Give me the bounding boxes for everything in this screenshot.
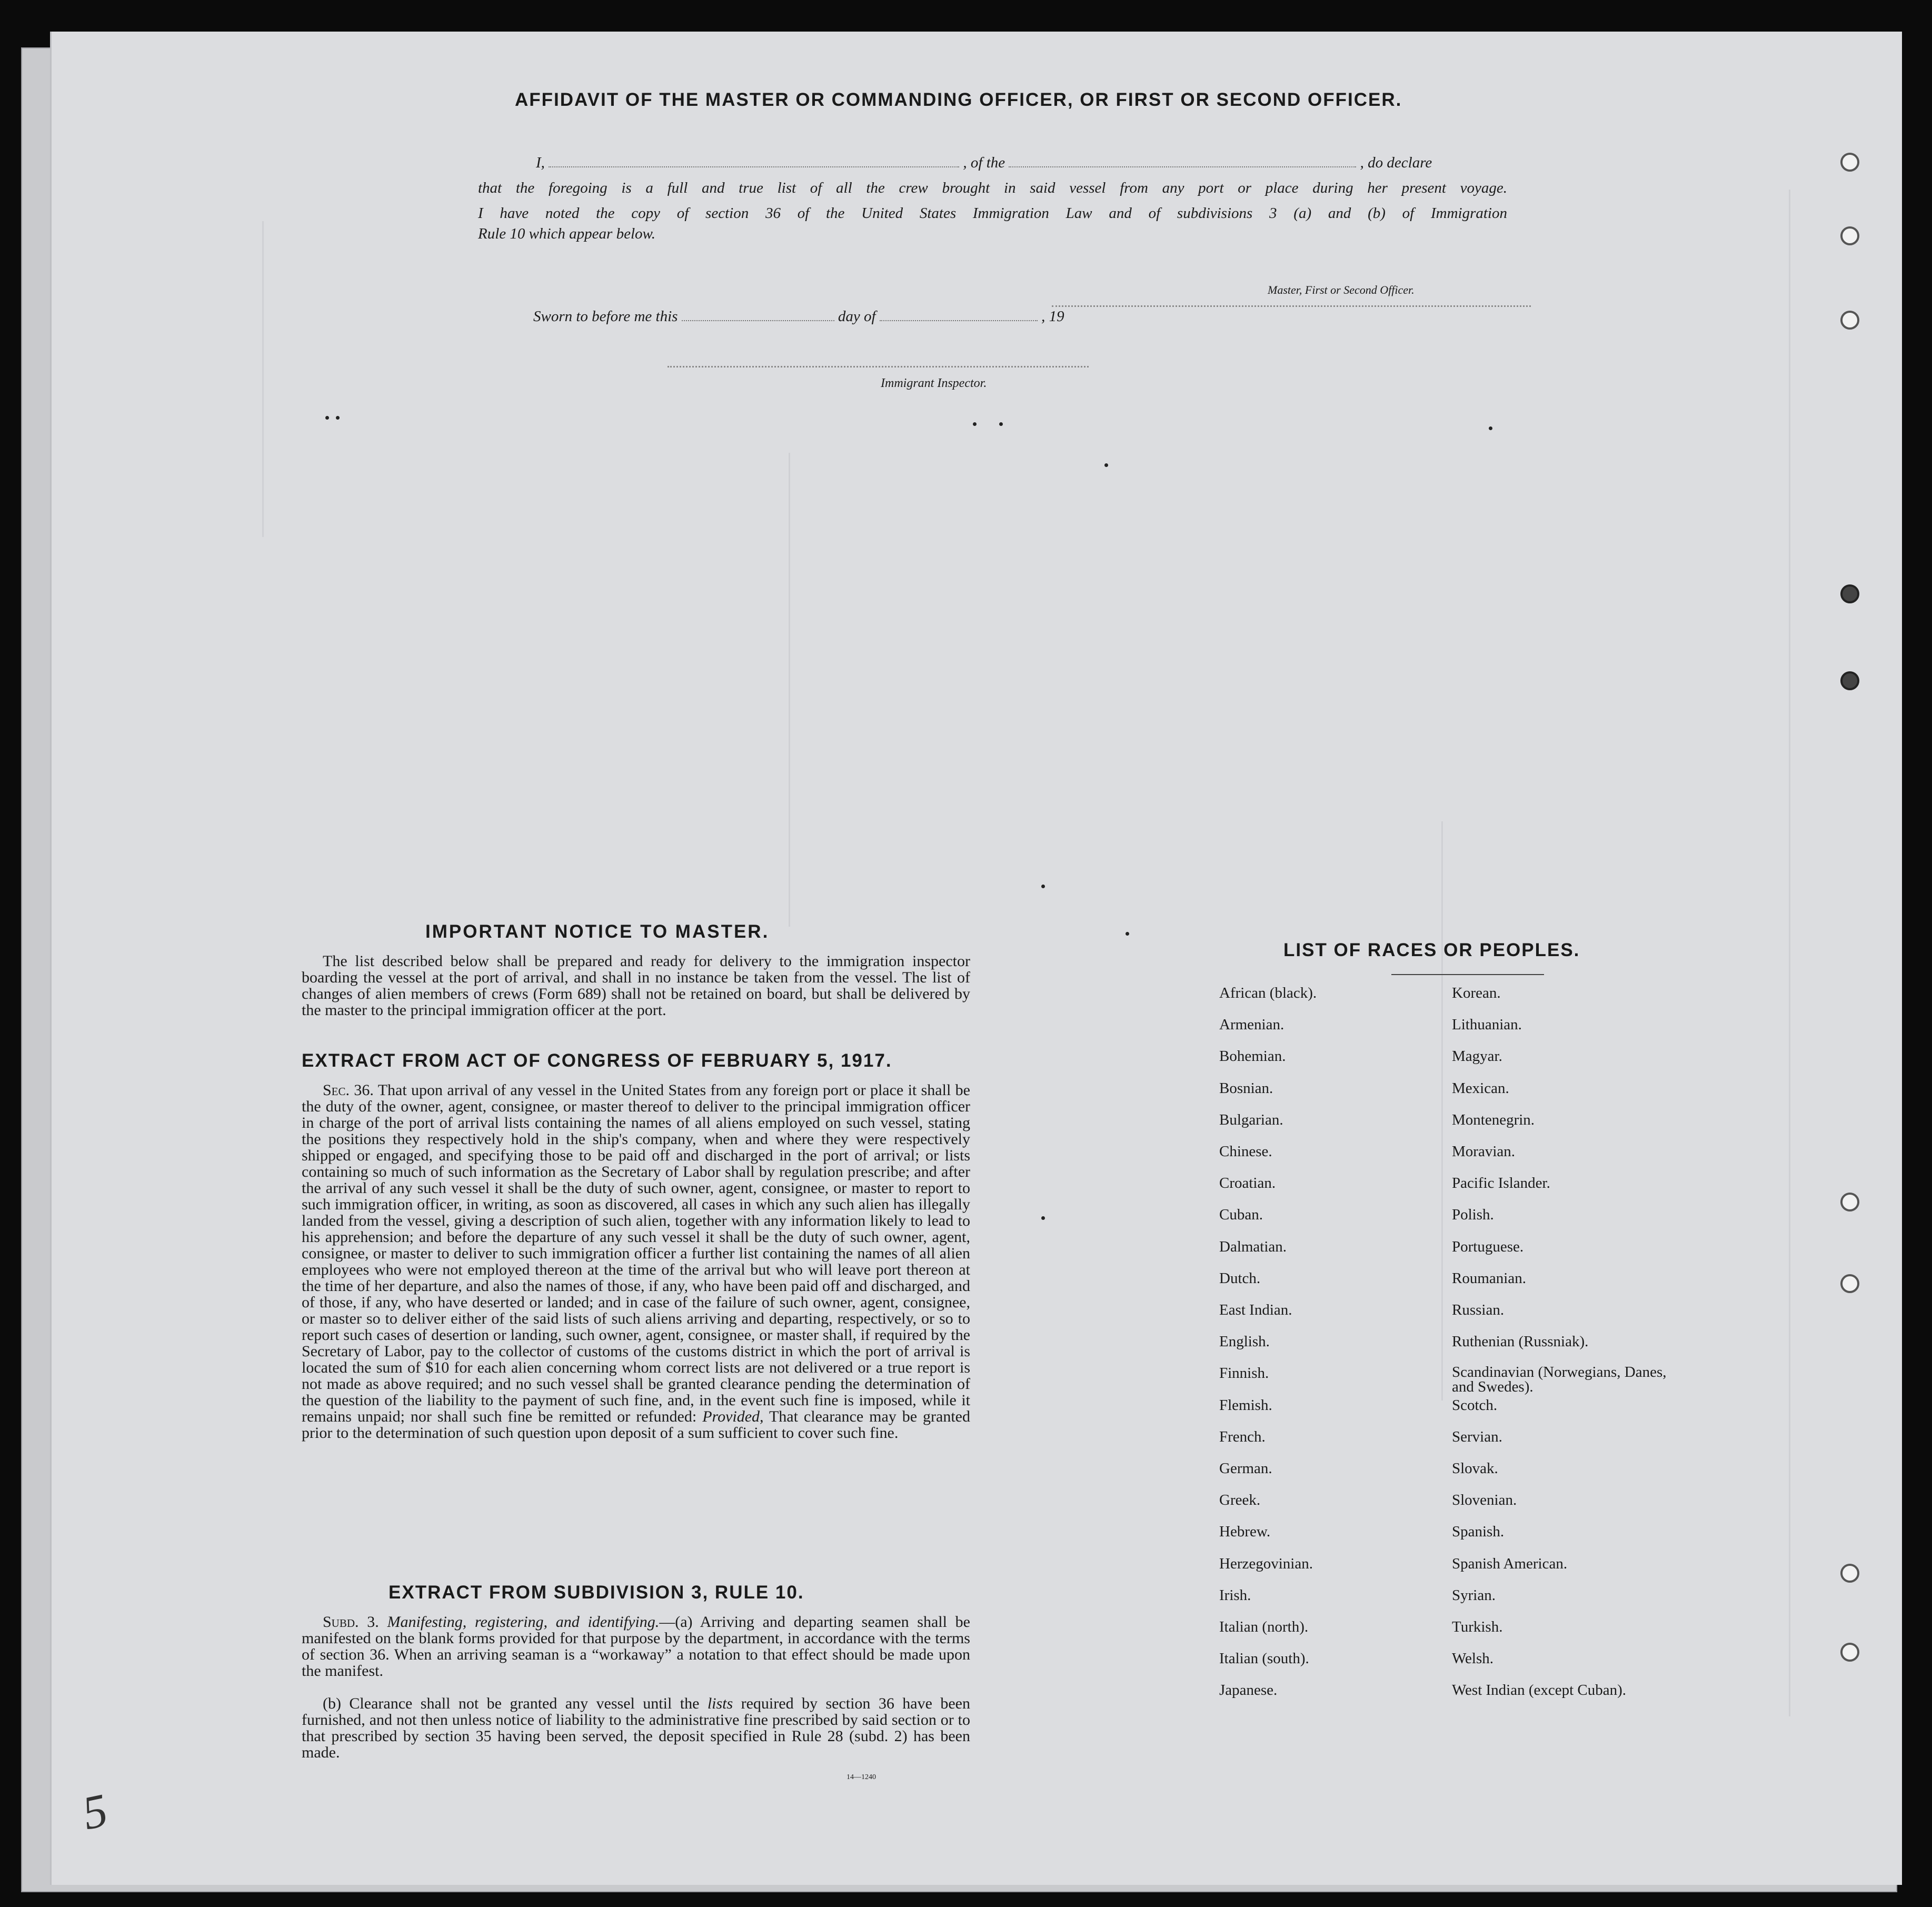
binder-hole <box>1840 1274 1859 1293</box>
speck <box>1104 463 1108 467</box>
master-signature-caption: Master, First or Second Officer. <box>1268 283 1415 296</box>
race-item: French. <box>1219 1428 1266 1445</box>
act-section-label: Sec. 36. <box>323 1081 374 1099</box>
race-item: Hebrew. <box>1219 1523 1271 1541</box>
race-item: Dutch. <box>1219 1269 1261 1287</box>
rule-para-a <box>302 1614 970 1679</box>
officer-name-field[interactable] <box>549 166 959 167</box>
rule-heading: EXTRACT FROM SUBDIVISION 3, RULE 10. <box>389 1582 804 1603</box>
rule-subd-label: Subd. 3. <box>323 1613 379 1631</box>
race-item: Korean. <box>1452 985 1501 1001</box>
races-heading-rule <box>1391 974 1544 975</box>
race-item: Magyar. <box>1452 1048 1502 1065</box>
race-item: Scandinavian (Norwegians, Danes, and Swedes). <box>1452 1364 1667 1396</box>
race-item: Armenian. <box>1219 1016 1284 1034</box>
master-signature-line[interactable] <box>1052 305 1531 307</box>
race-item: Spanish. <box>1452 1523 1505 1541</box>
race-item: Croatian. <box>1219 1175 1276 1192</box>
act-provided: Provided, <box>702 1408 764 1425</box>
speck <box>1489 426 1492 430</box>
binder-hole <box>1840 311 1859 330</box>
race-item: Russian. <box>1452 1302 1505 1318</box>
race-item: Scotch. <box>1452 1396 1498 1414</box>
race-item: Spanish American. <box>1452 1555 1568 1572</box>
sworn-month-field[interactable] <box>880 320 1038 321</box>
speck <box>325 416 329 420</box>
speck <box>973 422 977 426</box>
race-item: Slovak. <box>1452 1460 1498 1477</box>
race-item: Bohemian. <box>1219 1048 1286 1065</box>
speck <box>1041 885 1045 888</box>
speck <box>1126 932 1129 936</box>
affidavit-i: I, <box>536 154 545 171</box>
notice-body: The list described below shall be prepared and ready for delivery to the immigration inspector boarding the vessel at the port of arrival, and shall in no instance be taken from the vessel. The list of changes of alien members of crews (Form 689) shall not be retained on board, but shall be delivered by the master to the principal immigration officer at the port. <box>302 952 970 1019</box>
race-item: Ruthenian (Russniak). <box>1452 1333 1589 1350</box>
bleed-through-rule <box>262 221 264 537</box>
race-item: Moravian. <box>1452 1143 1515 1160</box>
race-item: Lithuanian. <box>1452 1016 1522 1034</box>
affidavit-line-1 <box>536 154 1432 172</box>
race-item: Chinese. <box>1219 1143 1272 1160</box>
race-item: Syrian. <box>1452 1586 1496 1604</box>
races-heading: LIST OF RACES OR PEOPLES. <box>1283 940 1580 960</box>
binder-hole <box>1840 153 1859 172</box>
race-item: Finnish. <box>1219 1365 1269 1382</box>
race-item: Polish. <box>1452 1206 1494 1224</box>
binder-hole <box>1840 584 1859 603</box>
binder-hole <box>1840 1643 1859 1662</box>
race-item: Bulgarian. <box>1219 1111 1283 1128</box>
binder-hole <box>1840 226 1859 245</box>
race-item: Slovenian. <box>1452 1492 1517 1509</box>
race-item: West Indian (except Cuban). <box>1452 1682 1627 1699</box>
vessel-name-field[interactable] <box>1009 166 1356 167</box>
race-item: African (black). <box>1219 985 1317 1001</box>
affidavit-declare: , do declare <box>1360 154 1432 171</box>
race-item: Welsh. <box>1452 1650 1494 1667</box>
sworn-text: Sworn to before me this <box>533 308 678 325</box>
binder-hole <box>1840 671 1859 690</box>
race-item: Italian (south). <box>1219 1650 1309 1667</box>
rule-para-b <box>302 1695 970 1761</box>
rule-subd-title: Manifesting, registering, and identifying. <box>387 1613 660 1631</box>
act-body <box>302 1082 970 1441</box>
race-item: Servian. <box>1452 1428 1502 1445</box>
race-item: East Indian. <box>1219 1302 1292 1318</box>
affidavit-line-4: Rule 10 which appear below. <box>478 225 655 242</box>
race-item: Roumanian. <box>1452 1269 1526 1287</box>
bleed-through-rule <box>789 453 790 927</box>
act-body-text: That upon arrival of any vessel in the United States from any foreign port or place it shall be the duty of the owner, agent, consignee, or master thereof to deliver to the principal immigration officer in charge of the port of arrival lists containing the names of all aliens employed on such vessel, stating the positions they respectively hold in the ship's company, when and where they were respectively shipped or engaged, and specifying those to be paid off and discharged in the port of arrival; or lists containing so much of such information as the Secretary of Labor shall by regulation prescribe; and after the arrival of any such vessel it shall be the duty of such owner, agent, consignee, or master to report to such immigration officer, in writing, as soon as discovered, all cases in which any such alien has illegally landed from the vessel, giving a description of such alien, together with any information likely to lead to his apprehension; and before the departure of any such vessel it shall be the duty of such owner, agent, consignee, or master to deliver to such immigration officer a further list containing the names of all alien employees who were not employed thereon at the time of the arrival but who will leave port thereon at the time of her departure, and also the names of those, if any, who have been paid off and discharged, and of those, if any, who have deserted or landed; and in case of the failure of such owner, agent, consignee, or master so to deliver either of the said lists of such aliens arriving and departing, respectively, or so to report such cases of desertion or landing, such owner, agent, consignee, or master shall, if required by the Secretary of Labor, pay to the collector of customs of the customs district in which the port of arrival is located the sum of $10 for each alien concerning whom correct lists are not delivered or a true report is not made as above required; and no such vessel shall be granted clearance pending the determination of the question of the liability to the payment of such fine, and, in the event such fine is imposed, while it remains unpaid; nor shall such fine be remitted or refunded: <box>302 1081 970 1425</box>
year-text: , 19 <box>1041 308 1064 325</box>
rule-para-b-lists: lists <box>707 1695 733 1712</box>
race-item: Herzegovinian. <box>1219 1555 1313 1572</box>
bleed-through-rule <box>1441 821 1443 1401</box>
race-item: Turkish. <box>1452 1618 1503 1635</box>
race-item: Bosnian. <box>1219 1079 1273 1097</box>
margin-mark: 5 <box>78 1784 112 1840</box>
affidavit-of: , of the <box>963 154 1005 171</box>
rule-para-b-end: required by section 36 have been furnished, and not then unless notice of liability to the administrative fine prescribed by said section or to that prescribed by section 35 having been served, the deposit specified in Rule 28 (subd. 2) has been made. <box>302 1695 970 1761</box>
day-of-text: day of <box>838 308 876 325</box>
inspector-caption: Immigrant Inspector. <box>881 376 987 390</box>
affidavit-line-3: I have noted the copy of section 36 of the United States Immigration Law and of subdivisions 3 (a) and (b) of Immigration <box>478 205 1507 222</box>
race-item: Greek. <box>1219 1492 1261 1509</box>
bleed-through-rule <box>1789 190 1790 1716</box>
rule-para-a-text: —(a) Arriving and departing seamen shall be manifested on the blank forms provided for that purpose by the department, in accordance with the terms of section 36. When an arriving seaman is a “workaway” a notation to that effect should be made upon the manifest. <box>302 1613 970 1680</box>
race-item: Italian (north). <box>1219 1618 1309 1635</box>
sworn-line <box>533 308 1064 325</box>
speck <box>336 416 340 420</box>
affidavit-line-2: that the foregoing is a full and true list of all the crew brought in said vessel from any port or place during her present voyage. <box>478 180 1507 196</box>
race-item: Dalmatian. <box>1219 1238 1287 1255</box>
speck <box>1041 1216 1045 1220</box>
race-item: Japanese. <box>1219 1682 1278 1699</box>
document-page <box>50 32 1902 1885</box>
race-item: English. <box>1219 1333 1270 1350</box>
race-item: Flemish. <box>1219 1396 1272 1414</box>
binder-hole <box>1840 1564 1859 1583</box>
race-item: German. <box>1219 1460 1272 1477</box>
notice-heading: IMPORTANT NOTICE TO MASTER. <box>425 921 770 942</box>
form-number: 14—1240 <box>847 1773 876 1781</box>
race-item: Irish. <box>1219 1586 1251 1604</box>
act-heading: EXTRACT FROM ACT OF CONGRESS OF FEBRUARY 5, 1917. <box>302 1050 892 1071</box>
sworn-day-field[interactable] <box>682 320 834 321</box>
race-item: Mexican. <box>1452 1079 1509 1097</box>
race-item: Cuban. <box>1219 1206 1263 1224</box>
rule-para-b-start: (b) Clearance shall not be granted any vessel until the <box>323 1695 700 1712</box>
speck <box>999 422 1003 426</box>
race-item: Pacific Islander. <box>1452 1175 1550 1192</box>
inspector-signature-line[interactable] <box>668 366 1089 368</box>
binder-hole <box>1840 1193 1859 1211</box>
race-item: Portuguese. <box>1452 1238 1524 1255</box>
act-body-end: That clearance may be granted prior to the determination of such question upon deposit of a sum sufficient to cover such fine. <box>302 1408 970 1442</box>
affidavit-title: AFFIDAVIT OF THE MASTER OR COMMANDING OFFICER, OR FIRST OR SECOND OFFICER. <box>515 90 1402 110</box>
race-item: Montenegrin. <box>1452 1111 1535 1128</box>
